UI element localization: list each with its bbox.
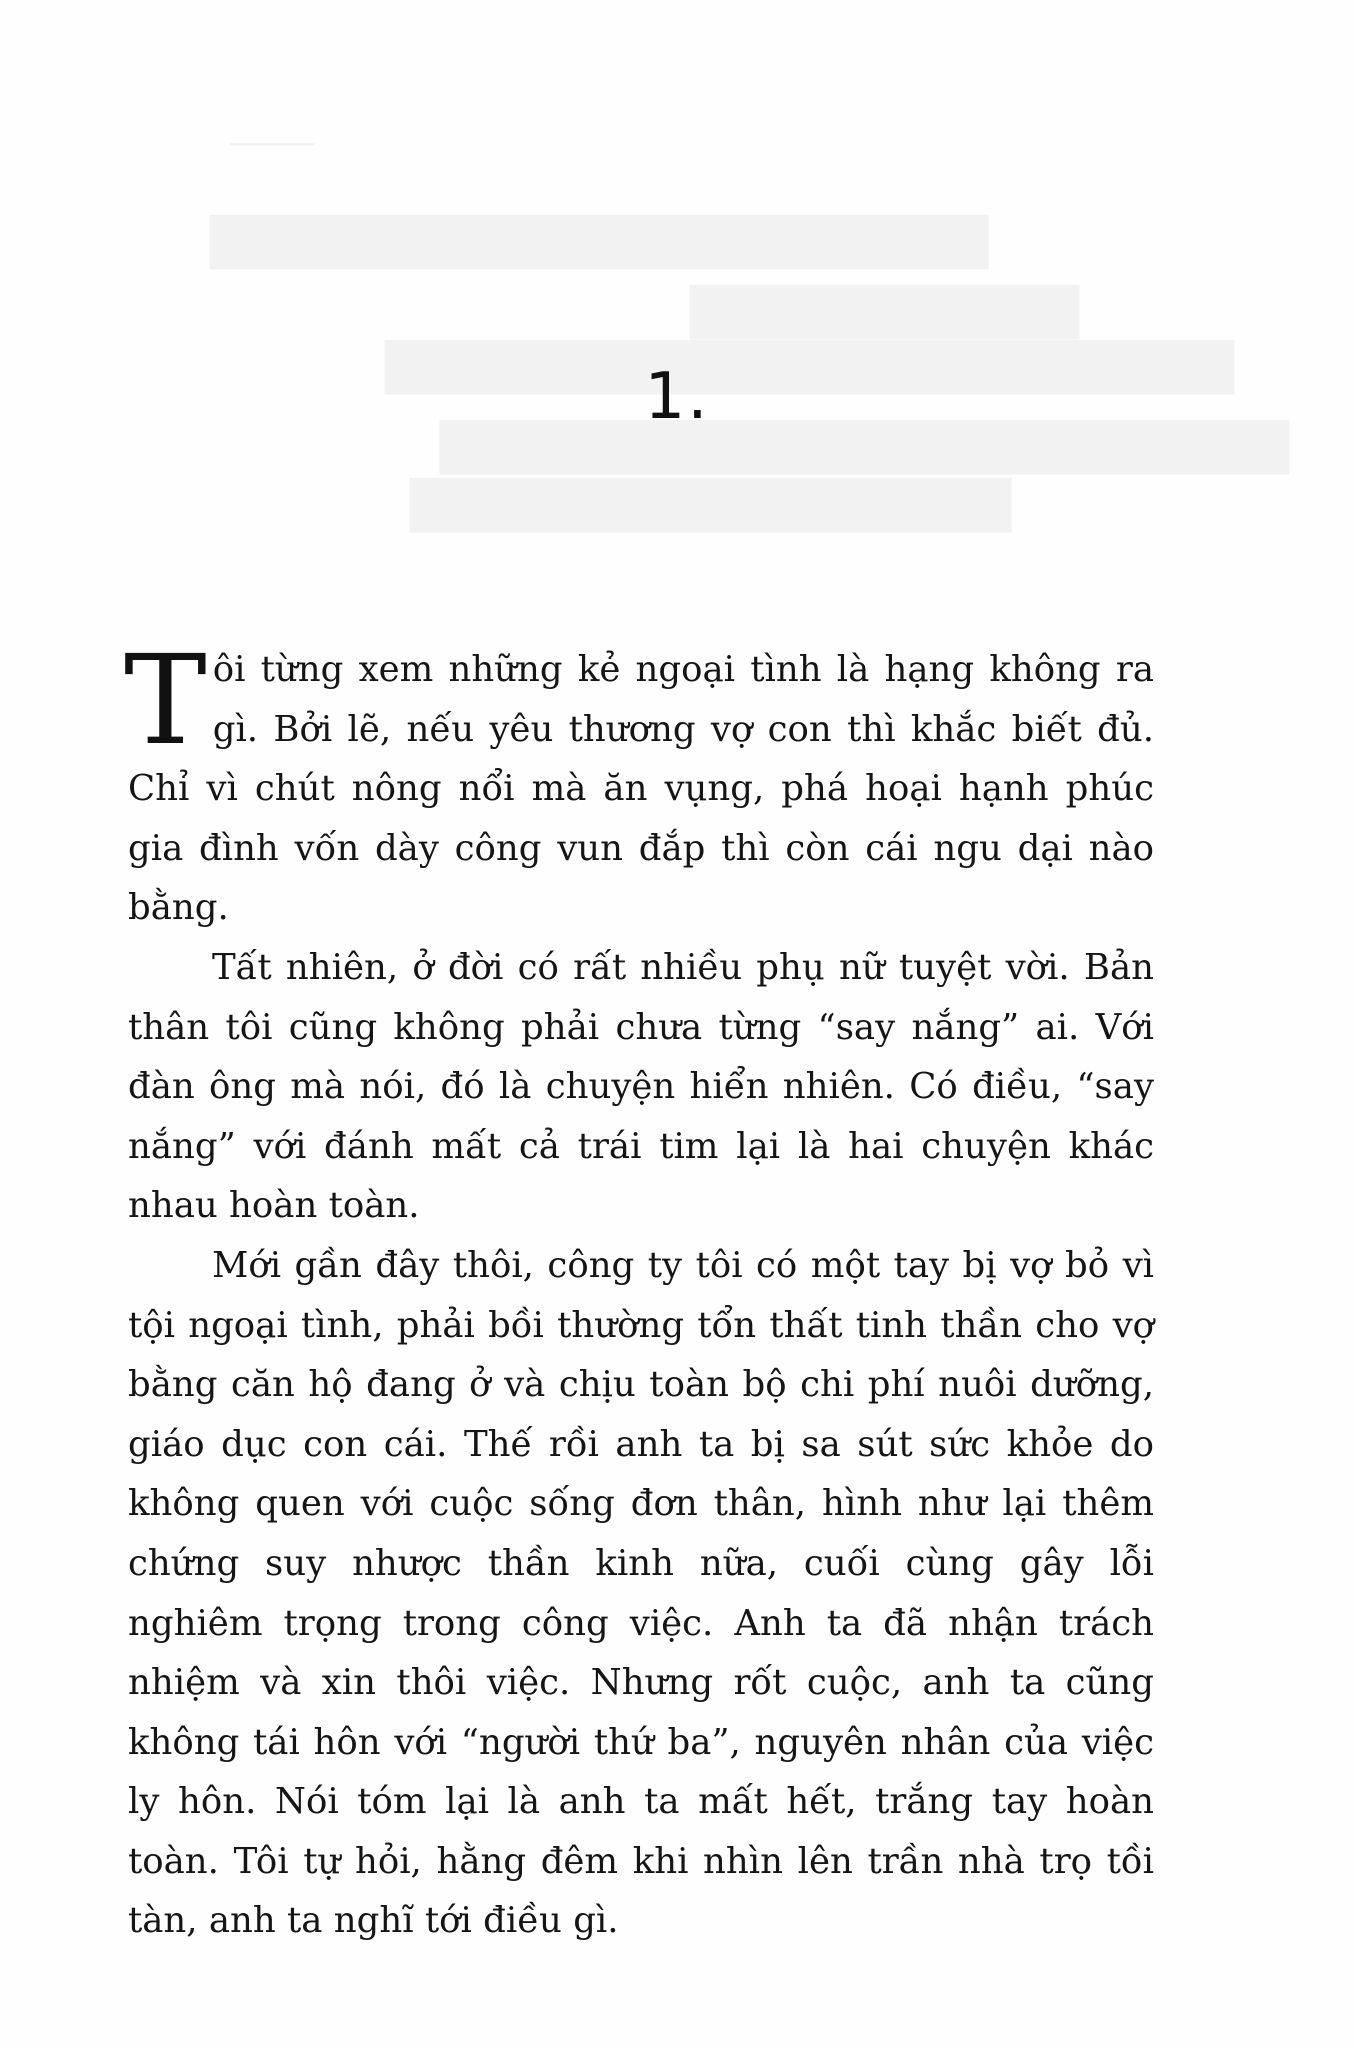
show-through-shadow bbox=[230, 128, 314, 161]
paragraph bbox=[124, 629, 1154, 938]
show-through-shadow bbox=[410, 478, 1011, 532]
paragraph-text: ôi từng xem những kẻ ngoại tình là hạng không ra gì. Bởi lẽ, nếu yêu thương vợ con thì khắc biết đủ. Chỉ vì chút nông nổi mà ăn vụng, phá hoại hạnh phúc gia đình vốn dày công vun đắp thì còn cái ngu dại nào bằng. bbox=[128, 649, 1154, 929]
paragraph bbox=[128, 938, 1154, 1236]
paragraph-text: Tất nhiên, ở đời có rất nhiều phụ nữ tuyệt vời. Bản thân tôi cũng không phải chưa từng “say nắng” ai. Với đàn ông mà nói, đó là chuyện hiển nhiên. Có điều, “say nắng” với đánh mất cả trái tim lại là hai chuyện khác nhau hoàn toàn. bbox=[128, 946, 1154, 1227]
paragraph-text: Mới gần đây thôi, công ty tôi có một tay bị vợ bỏ vì tội ngoại tình, phải bồi thường tổn thất tinh thần cho vợ bằng căn hộ đang ở và chịu toàn bộ chi phí nuôi dưỡng, giáo dục con cái. Thế rồi anh ta bị sa sút sức khỏe do không quen với cuộc sống đơn thân, hình như lại thêm chứng suy nhược thần kinh nữa, cuối cùng gây lỗi nghiêm trọng trong công việc. Anh ta đã nhận trách nhiệm và xin thôi việc. Nhưng rốt cuộc, anh ta cũng không tái hôn với “người thứ ba”, nguyên nhân của việc ly hôn. Nói tóm lại là anh ta mất hết, trắng tay hoàn toàn. Tôi tự hỏi, hằng đêm khi nhìn lên trần nhà trọ tồi tàn, anh ta nghĩ tới điều gì. bbox=[128, 1244, 1154, 1942]
show-through-shadow bbox=[210, 215, 988, 269]
drop-cap: T bbox=[124, 629, 207, 773]
show-through-shadow bbox=[690, 285, 1079, 339]
body-text bbox=[124, 629, 1154, 1951]
chapter-number: 1. bbox=[644, 360, 710, 434]
paragraph bbox=[128, 1236, 1154, 1951]
